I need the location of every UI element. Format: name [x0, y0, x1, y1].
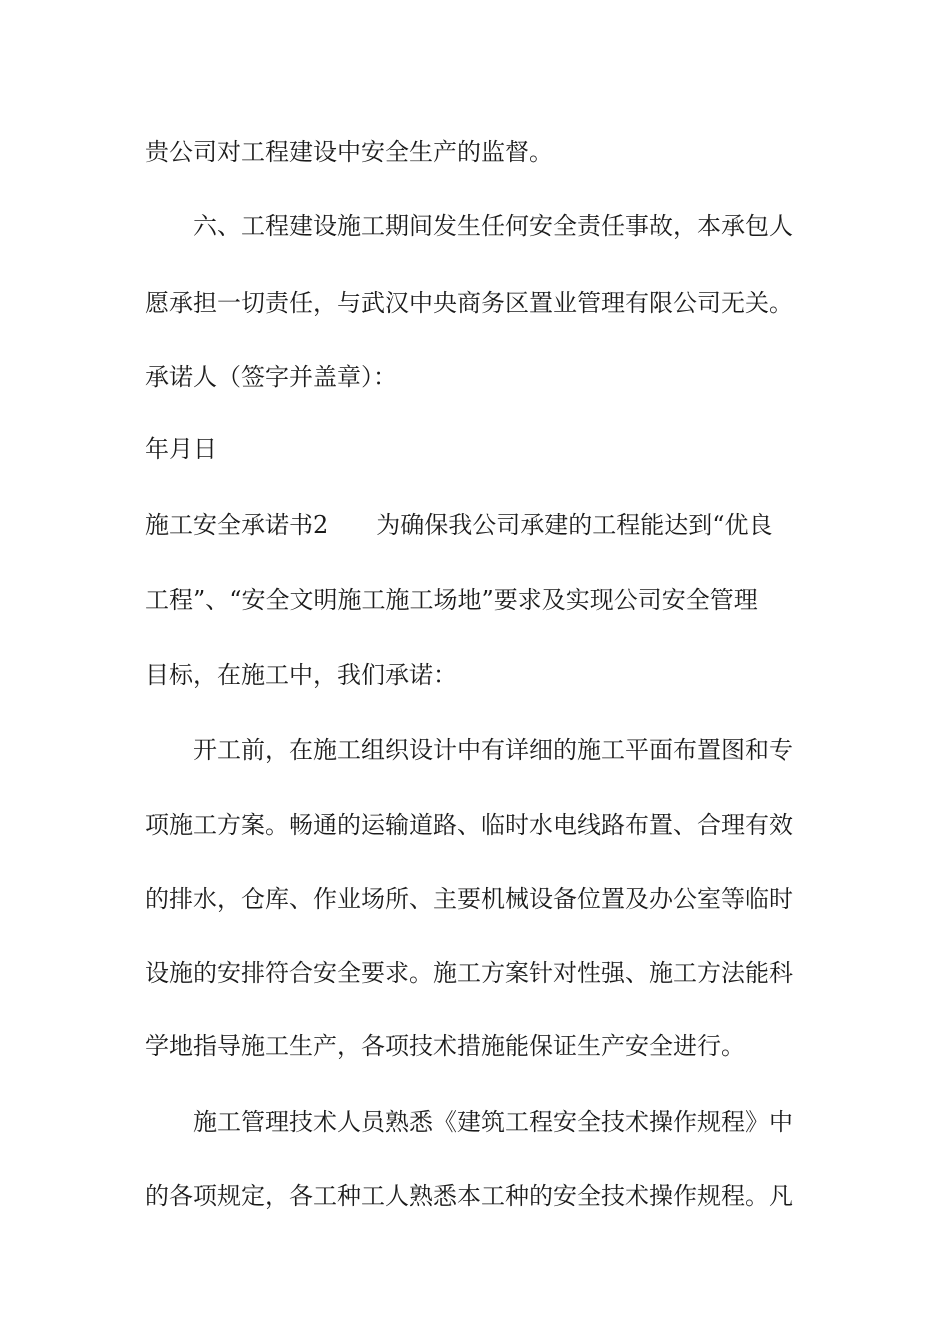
text-line: 设施的安排符合安全要求。施工方案针对性强、施工方法能科: [145, 959, 793, 987]
text-line: 施工管理技术人员熟悉《建筑工程安全技术操作规程》中: [145, 1108, 793, 1136]
text-line: 承诺人（签字并盖章）：: [145, 363, 397, 391]
text-line: 年月日: [145, 435, 217, 463]
text-line: 贵公司对工程建设中安全生产的监督。: [145, 138, 553, 166]
text-line: 学地指导施工生产，各项技术措施能保证生产安全进行。: [145, 1032, 745, 1060]
text-line: 施工安全承诺书2 为确保我公司承建的工程能达到“优良: [145, 511, 773, 539]
text-line: 的排水，仓库、作业场所、主要机械设备位置及办公室等临时: [145, 885, 793, 913]
text-line: 开工前，在施工组织设计中有详细的施工平面布置图和专: [145, 736, 793, 764]
text-line: 愿承担一切责任，与武汉中央商务区置业管理有限公司无关。: [145, 289, 793, 317]
text-line: 工程”、“安全文明施工施工场地”要求及实现公司安全管理: [145, 586, 758, 614]
text-line: 的各项规定，各工种工人熟悉本工种的安全技术操作规程。凡: [145, 1182, 793, 1210]
text-line: 项施工方案。畅通的运输道路、临时水电线路布置、合理有效: [145, 811, 793, 839]
text-line: 六、工程建设施工期间发生任何安全责任事故，本承包人: [145, 212, 793, 240]
text-line: 目标，在施工中，我们承诺：: [145, 661, 457, 689]
